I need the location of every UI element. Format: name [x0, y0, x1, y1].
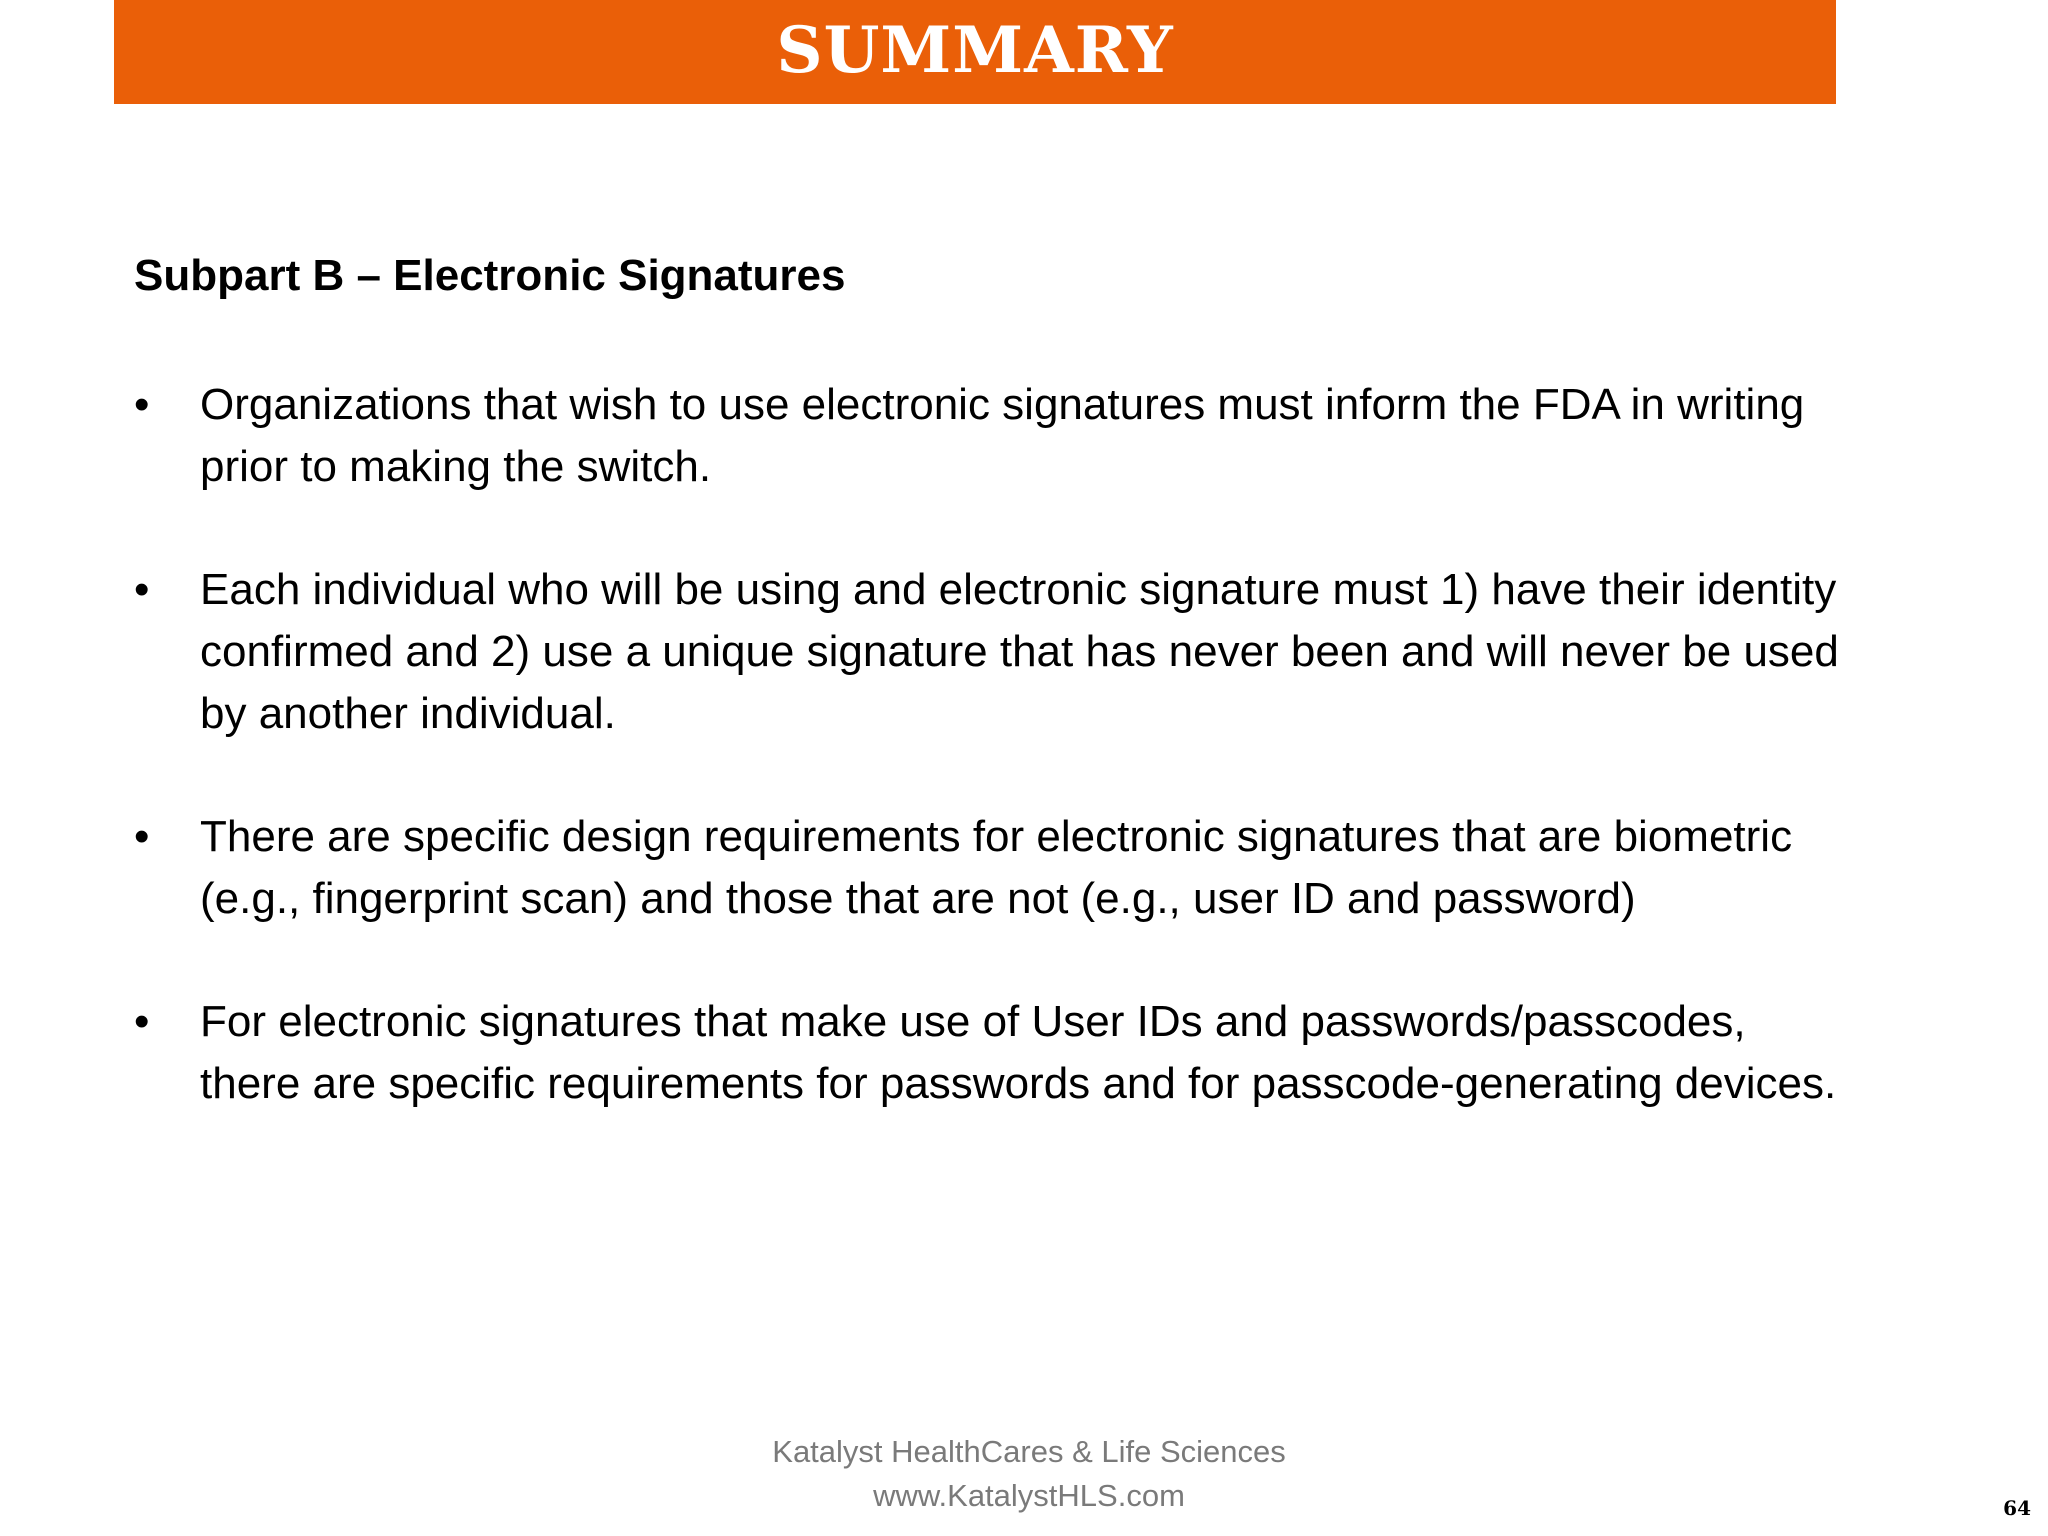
page-number: 64 [2003, 1496, 2031, 1520]
bullet-icon: • [134, 380, 150, 429]
bullet-list [134, 374, 1854, 1176]
footer-website: www.KatalystHLS.com [873, 1478, 1185, 1513]
bullet-item [134, 806, 1854, 930]
footer [0, 1430, 2048, 1518]
bullet-icon: • [134, 565, 150, 614]
bullet-icon: • [134, 997, 150, 1046]
section-heading: Subpart B – Electronic Signatures [134, 251, 846, 300]
bullet-text: For electronic signatures that make use of User IDs and passwords/passcodes, there are specific requirements for passwords and for passcode-generating devices. [200, 997, 1837, 1108]
bullet-item [134, 991, 1854, 1115]
bullet-text: Organizations that wish to use electronic signatures must inform the FDA in writing prior to making the switch. [200, 380, 1805, 491]
bullet-item [134, 374, 1854, 498]
bullet-icon: • [134, 812, 150, 861]
bullet-text: There are specific design requirements for electronic signatures that are biometric (e.g., fingerprint scan) and those that are not (e.g., user ID and password) [200, 812, 1793, 923]
slide-title: SUMMARY [776, 13, 1174, 88]
bullet-item [134, 559, 1854, 745]
bullet-text: Each individual who will be using and electronic signature must 1) have their identity confirmed and 2) use a unique signature that has never been and will never be used by another individual. [200, 565, 1839, 738]
footer-company: Katalyst HealthCares & Life Sciences [772, 1434, 1286, 1469]
title-bar [114, 0, 1836, 104]
